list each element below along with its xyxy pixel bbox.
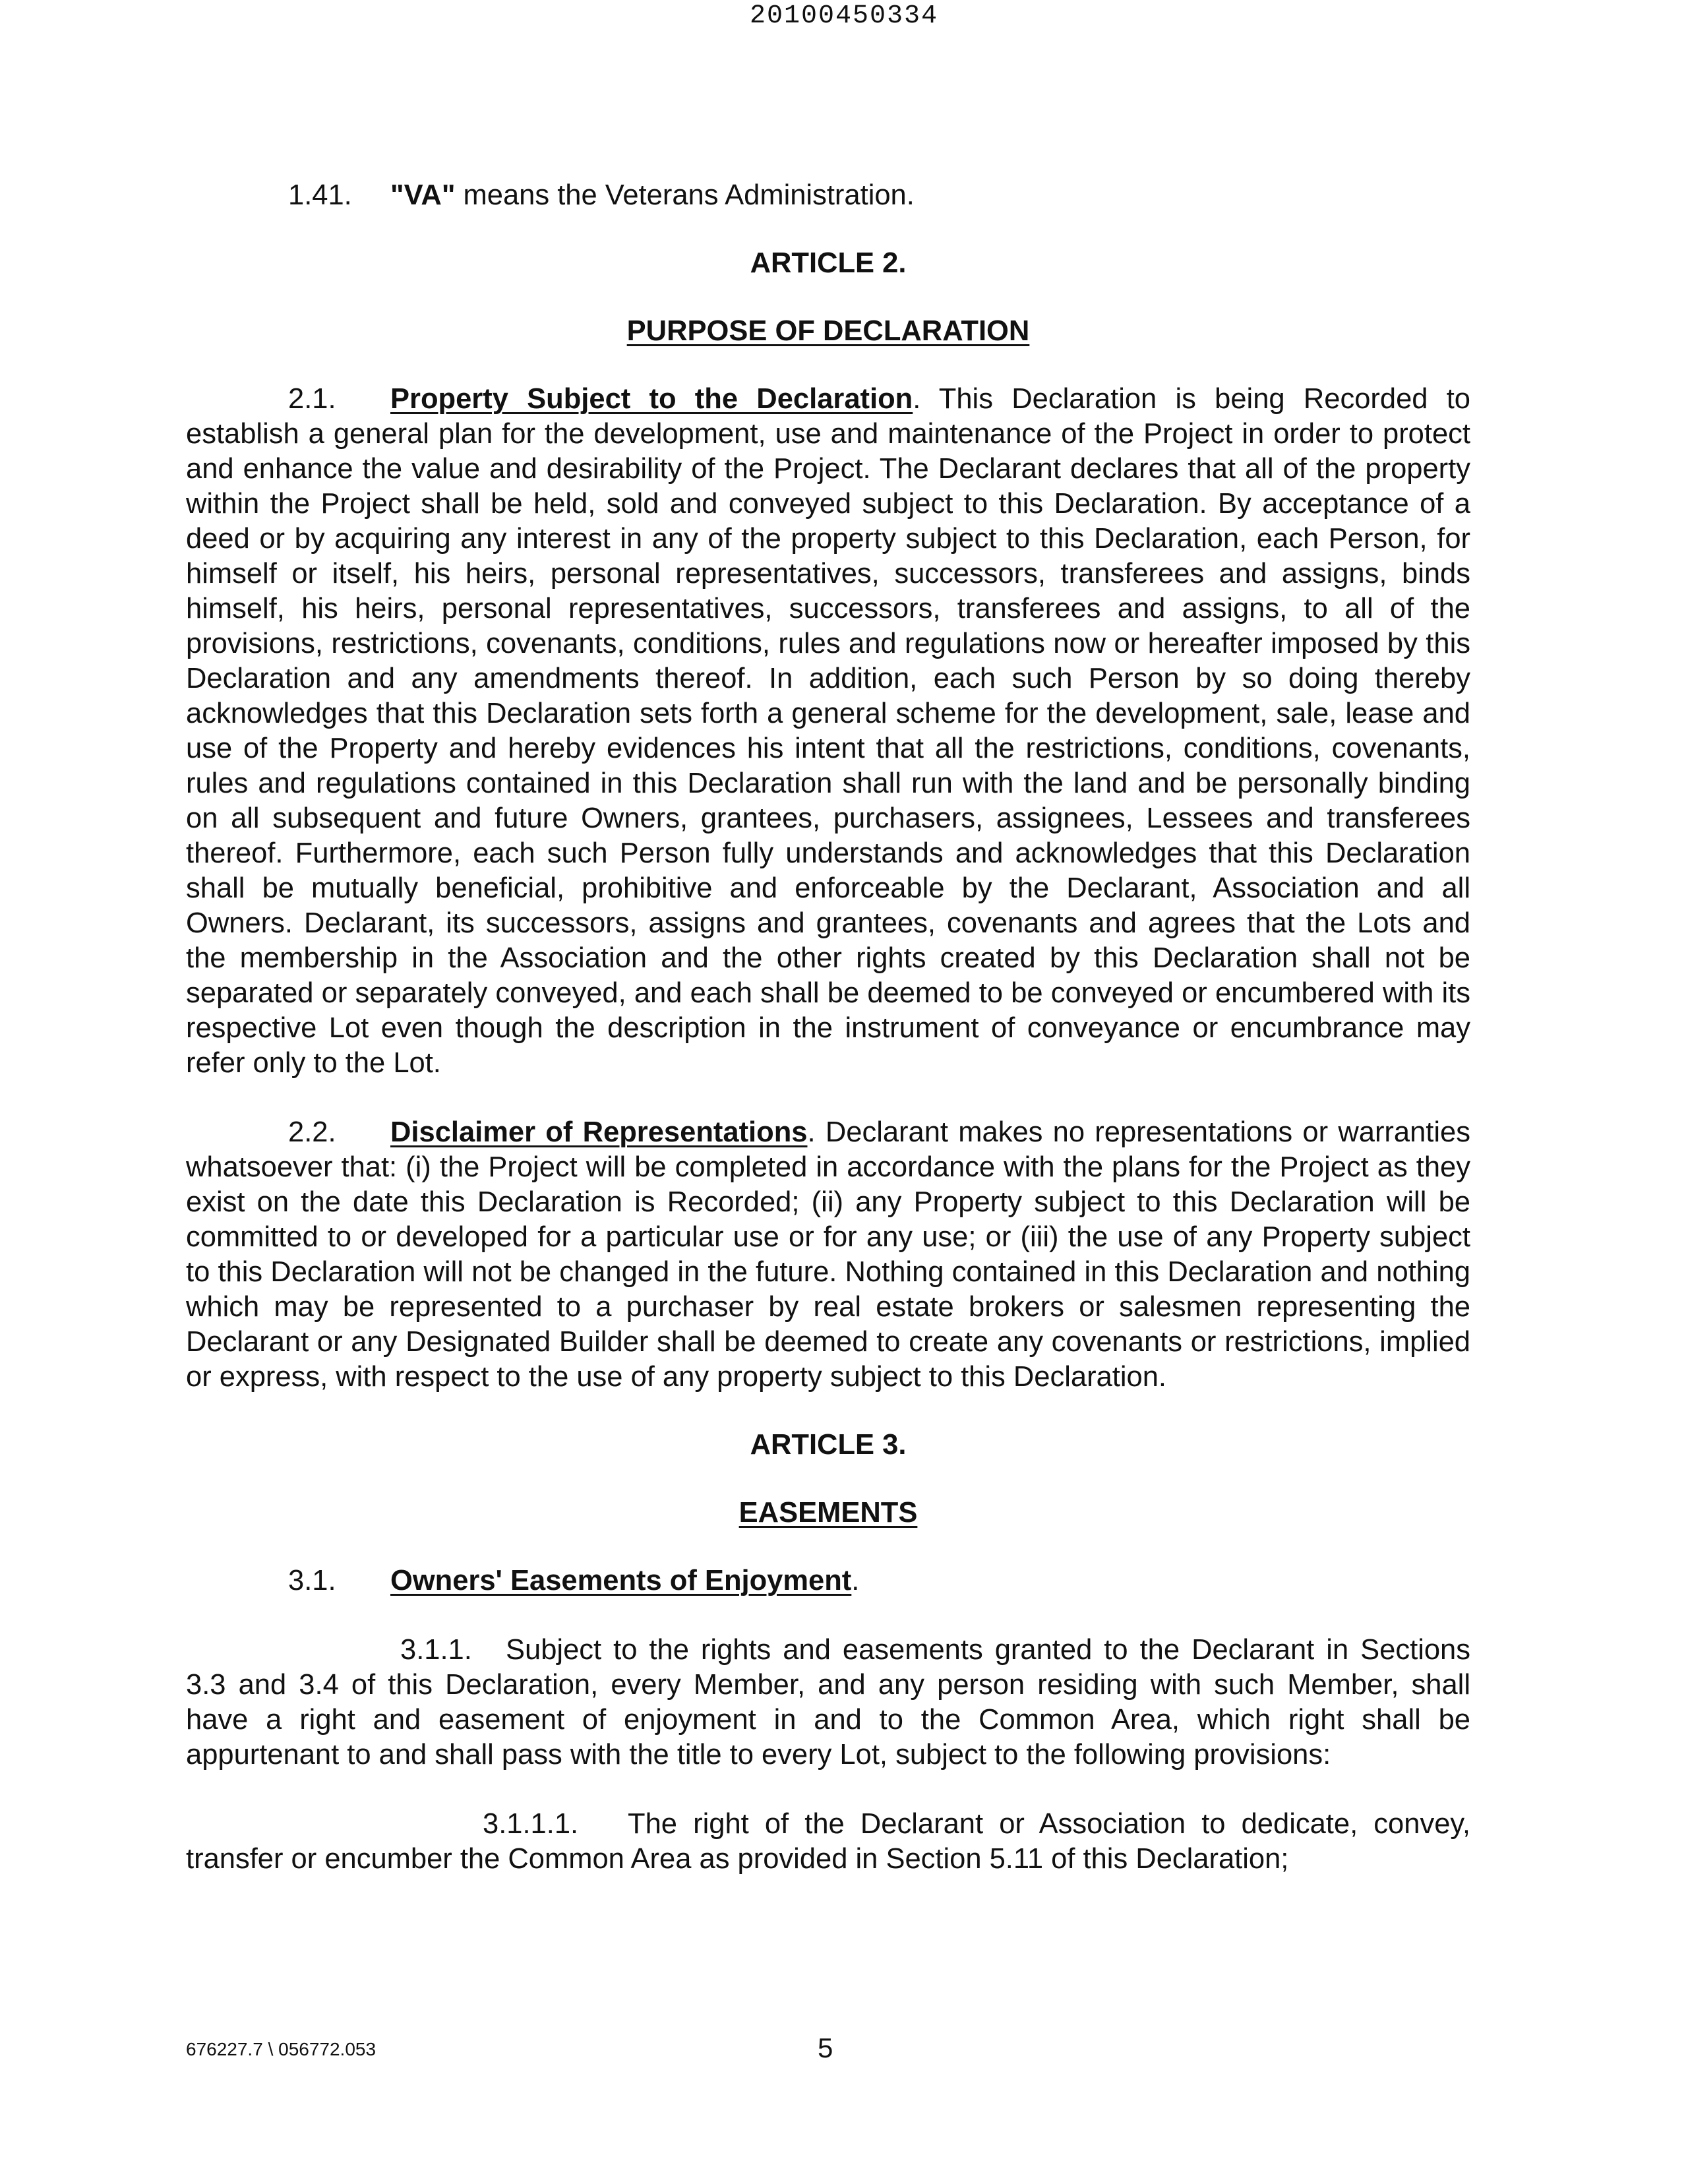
section-1-41 — [186, 178, 1470, 213]
document-body — [186, 178, 1470, 1877]
section-text: . Declarant makes no representations or warranties whatsoever that: (i) the Project will be completed in accordance with the plans for the Project as they exist on the date this Declaration is Recorded; (ii) any Property subject to this Declaration will be committed to or developed for a particular use or for any use; or (iii) the use of any Property subject to this Declaration will not be changed in the future. Nothing contained in this Declaration and nothing which may be represented to a purchaser by real estate brokers or salesmen representing the Declarant or any Designated Builder shall be deemed to create any covenants or restrictions, implied or express, with respect to the use of any property subject to this Declaration. — [186, 1116, 1470, 1393]
section-number: 3.1.1.1. — [483, 1808, 579, 1840]
section-title: Property Subject to the Declaration — [390, 383, 913, 415]
footer-doc-ref: 676227.7 \ 056772.053 — [186, 2039, 377, 2059]
article-2-title — [186, 314, 1470, 349]
page-number: 5 — [818, 2032, 833, 2063]
section-text: means the Veterans Administration. — [455, 179, 915, 211]
section-3-1 — [186, 1563, 1470, 1598]
article-3-title-text: EASEMENTS — [738, 1497, 918, 1529]
section-2-2 — [186, 1115, 1470, 1395]
article-2-heading: ARTICLE 2. — [750, 247, 907, 279]
section-number: 1.41. — [288, 179, 352, 211]
section-2-1 — [186, 382, 1470, 1081]
section-title-tail: . — [851, 1565, 860, 1596]
article-3-title — [186, 1496, 1470, 1531]
section-title: Disclaimer of Representations — [390, 1116, 808, 1148]
section-text: . This Declaration is being Recorded to establish a general plan for the development, use and maintenance of the Project in order to protect and enhance the value and desirability of the Project. The Declarant declares that all of the property within the Project shall be held, sold and conveyed subject to this Declaration. By acceptance of a deed or by acquiring any interest in any of the property subject to this Declaration, each Person, for himself or itself, his heirs, personal representatives, successors, transferees and assigns, binds himself, his heirs, personal representatives, successors, transferees and assigns, to all of the provisions, restrictions, covenants, conditions, rules and regulations now or hereafter imposed by this Declaration and any amendments thereof. In addition, each such Person by so doing thereby acknowledges that this Declaration sets forth a general scheme for the development, sale, lease and use of the Property and hereby evidences his intent that all the restrictions, conditions, covenants, rules and regulations contained in this Declaration shall run with the land and be personally binding on all subsequent and future Owners, grantees, purchasers, assignees, Lessees and transferees thereof. Furthermore, each such Person fully understands and acknowledges that this Declaration shall be mutually beneficial, prohibitive and enforceable by the Declarant, Association and all Owners. Declarant, its successors, assigns and grantees, covenants and agrees that the Lots and the membership in the Association and the other rights created by this Declaration shall not be separated or separately conveyed, and each shall be deemed to be conveyed or encumbered with its respective Lot even though the description in the instrument of conveyance or encumbrance may refer only to the Lot. — [186, 383, 1470, 1079]
section-number: 3.1.1. — [400, 1634, 472, 1666]
section-text: The right of the Declarant or Association to dedicate, convey, transfer or encumber the Common Area as provided in Section 5.11 of this Declaration; — [186, 1808, 1470, 1875]
section-text: Subject to the rights and easements granted to the Declarant in Sections 3.3 and 3.4 of this Declaration, every Member, and any person residing with such Member, shall have a right and easement of enjoyment in and to the Common Area, which right shall be appurtenant to and shall pass with the title to every Lot, subject to the following provisions: — [186, 1634, 1470, 1771]
section-3-1-1-1 — [186, 1807, 1470, 1877]
section-number: 3.1. — [288, 1565, 336, 1596]
section-number: 2.2. — [288, 1116, 336, 1148]
section-3-1-1 — [186, 1633, 1470, 1773]
defined-term: "VA" — [390, 179, 456, 211]
section-title: Owners' Easements of Enjoyment — [390, 1565, 852, 1596]
article-2-title-text: PURPOSE OF DECLARATION — [626, 315, 1030, 347]
article-3-heading: ARTICLE 3. — [750, 1429, 907, 1461]
document-number: 20100450334 — [749, 1, 939, 31]
section-number: 2.1. — [288, 383, 336, 415]
